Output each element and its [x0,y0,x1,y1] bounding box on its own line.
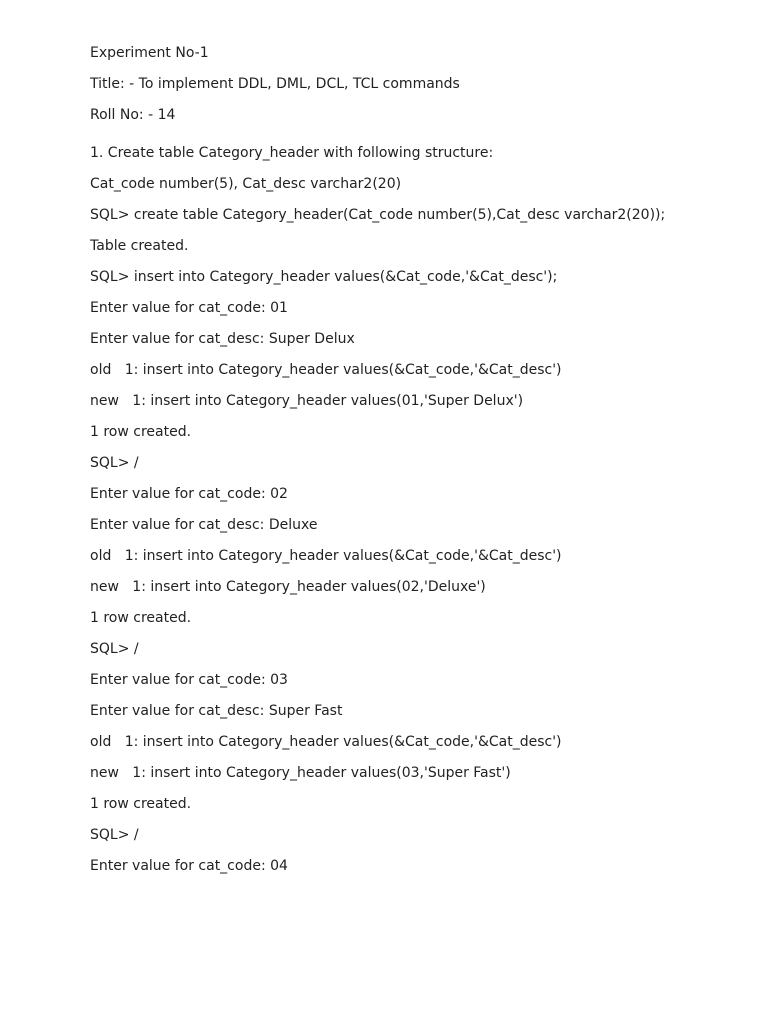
document-body [90,43,665,887]
experiment-number: Experiment No-1 [90,45,209,61]
sql-line: SQL> create table Category_header(Cat_code number(5),Cat_desc varchar2(20)); [90,207,666,223]
sql-output-line: new 1: insert into Category_header values(01,'Super Delux') [90,393,524,409]
sql-line: SQL> / [90,455,139,471]
sql-output-line: 1 row created. [90,424,192,440]
sql-output-line: Enter value for cat_desc: Deluxe [90,517,318,533]
sql-output-line: 1 row created. [90,796,192,812]
table-structure: Cat_code number(5), Cat_desc varchar2(20) [90,176,402,192]
sql-output-line: Enter value for cat_code: 02 [90,486,288,502]
sql-output-line: Enter value for cat_desc: Super Fast [90,703,343,719]
sql-line: SQL> / [90,827,139,843]
sql-output-line: new 1: insert into Category_header values(02,'Deluxe') [90,579,486,595]
sql-output-line: old 1: insert into Category_header values(&Cat_code,'&Cat_desc') [90,362,562,378]
sql-line: SQL> insert into Category_header values(&Cat_code,'&Cat_desc'); [90,269,558,285]
sql-output-line: Enter value for cat_code: 01 [90,300,288,316]
sql-output-line: old 1: insert into Category_header values(&Cat_code,'&Cat_desc') [90,548,562,564]
question-text: 1. Create table Category_header with following structure: [90,145,494,161]
sql-line: SQL> / [90,641,139,657]
sql-output-line: Enter value for cat_code: 03 [90,672,288,688]
sql-output-line: 1 row created. [90,610,192,626]
experiment-title: Title: - To implement DDL, DML, DCL, TCL commands [90,76,460,92]
sql-output-line: Enter value for cat_code: 04 [90,858,288,874]
sql-output-line: Table created. [90,238,189,254]
roll-number: Roll No: - 14 [90,107,176,123]
sql-output-line: old 1: insert into Category_header values(&Cat_code,'&Cat_desc') [90,734,562,750]
sql-output-line: new 1: insert into Category_header values(03,'Super Fast') [90,765,511,781]
sql-output-line: Enter value for cat_desc: Super Delux [90,331,355,347]
